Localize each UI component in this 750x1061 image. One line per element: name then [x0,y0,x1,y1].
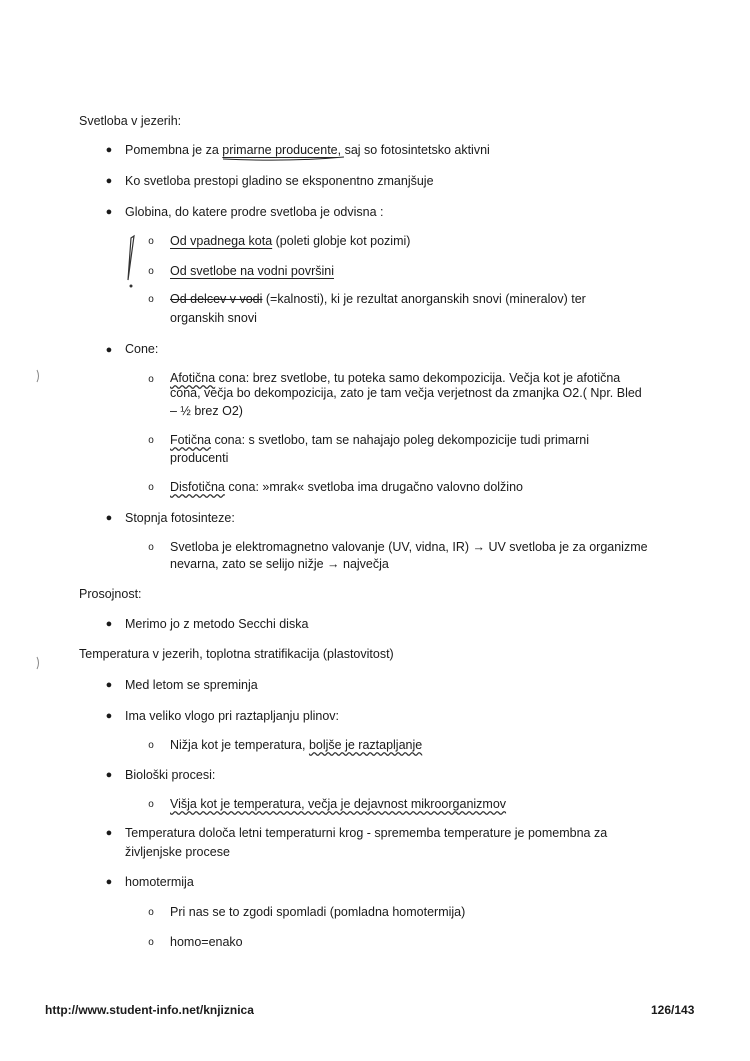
list-item: Cone: [125,342,159,356]
bullet-icon: ● [105,710,113,722]
sub-list-item-cont: producenti [170,451,229,465]
sub-list-item: Od delcev v vodi (=kalnosti), ki je rezultat anorganskih snovi (mineralov) ter [170,292,586,306]
sub-bullet-icon: o [148,266,154,277]
exclamation-mark-icon [128,236,134,280]
sub-list-item: Pri nas se to zgodi spomladi (pomladna homotermija) [170,905,466,919]
sub-bullet-icon: o [148,937,154,948]
bullet-icon: ● [105,876,113,888]
sub-list-item: Nižja kot je temperatura, boljše je raztapljanje [170,738,423,752]
exclamation-dot-icon [130,285,133,288]
sub-list-item-cont: – ½ brez O2) [170,404,243,418]
section-heading-transparency: Prosojnost: [79,587,142,601]
sub-list-item-cont: nevarna, zato se selijo nižje → največja [170,557,389,571]
bullet-icon: ● [105,144,113,156]
sub-bullet-icon: o [148,294,154,305]
list-item: Med letom se spreminja [125,678,258,692]
sub-bullet-icon: o [148,542,154,553]
sub-bullet-icon: o [148,907,154,918]
section-heading-temperature: Temperatura v jezerih, toplotna stratifikacija (plastovitost) [79,647,394,661]
sub-list-item: Afotična cona: brez svetlobe, tu poteka samo dekompozicija. Večja kot je afotična [170,371,621,385]
list-item: Merimo jo z metodo Secchi diska [125,617,309,631]
sub-bullet-icon: o [148,482,154,493]
bullet-icon: ● [105,827,113,839]
margin-mark-icon [37,657,39,669]
sub-bullet-icon: o [148,374,154,385]
bullet-icon: ● [105,175,113,187]
sub-list-item: Fotična cona: s svetlobo, tam se nahajajo poleg dekompozicije tudi primarni [170,433,589,447]
bullet-icon: ● [105,344,113,356]
bullet-icon: ● [105,769,113,781]
section-heading-light: Svetloba v jezerih: [79,114,182,128]
sub-list-item: Od svetlobe na vodni površini [170,264,334,278]
list-item: Globina, do katere prodre svetloba je odvisna : [125,205,384,219]
list-item-cont: življenjske procese [125,845,230,859]
bullet-icon: ● [105,206,113,218]
sub-bullet-icon: o [148,740,154,751]
list-item: Ima veliko vlogo pri raztapljanju plinov: [125,709,339,723]
bullet-icon: ● [105,679,113,691]
sub-list-item-cont: cona, večja bo dekompozicija, zato je tam večja verjetnost da zmanjka O2.( Npr. Bled [170,386,642,400]
list-item: Ko svetloba prestopi gladino se eksponentno zmanjšuje [125,174,434,188]
sub-list-item: Višja kot je temperatura, večja je dejavnost mikroorganizmov [170,797,507,811]
sub-list-item: Disfotična cona: »mrak« svetloba ima drugačno valovno dolžino [170,480,523,494]
list-item: Biološki procesi: [125,768,216,782]
list-item: homotermija [125,875,194,889]
bullet-icon: ● [105,512,113,524]
sub-list-item: homo=enako [170,935,243,949]
margin-mark-icon [37,370,39,382]
bullet-icon: ● [105,618,113,630]
list-item: Stopnja fotosinteze: [125,511,235,525]
sub-bullet-icon: o [148,236,154,247]
page-number: 126/143 [651,1003,695,1017]
footer-url: http://www.student-info.net/knjiznica [45,1003,254,1017]
sub-list-item: Svetloba je elektromagnetno valovanje (UV, vidna, IR) → UV svetloba je za organizme [170,540,648,554]
sub-bullet-icon: o [148,799,154,810]
sub-list-item-cont: organskih snovi [170,311,257,325]
list-item: Pomembna je za primarne producente, saj so fotosintetsko aktivni [125,143,490,157]
underline-stroke [223,157,344,160]
list-item: Temperatura določa letni temperaturni krog - sprememba temperature je pomembna za [125,826,608,840]
sub-bullet-icon: o [148,435,154,446]
sub-list-item: Od vpadnega kota (poleti globje kot pozimi) [170,234,411,248]
